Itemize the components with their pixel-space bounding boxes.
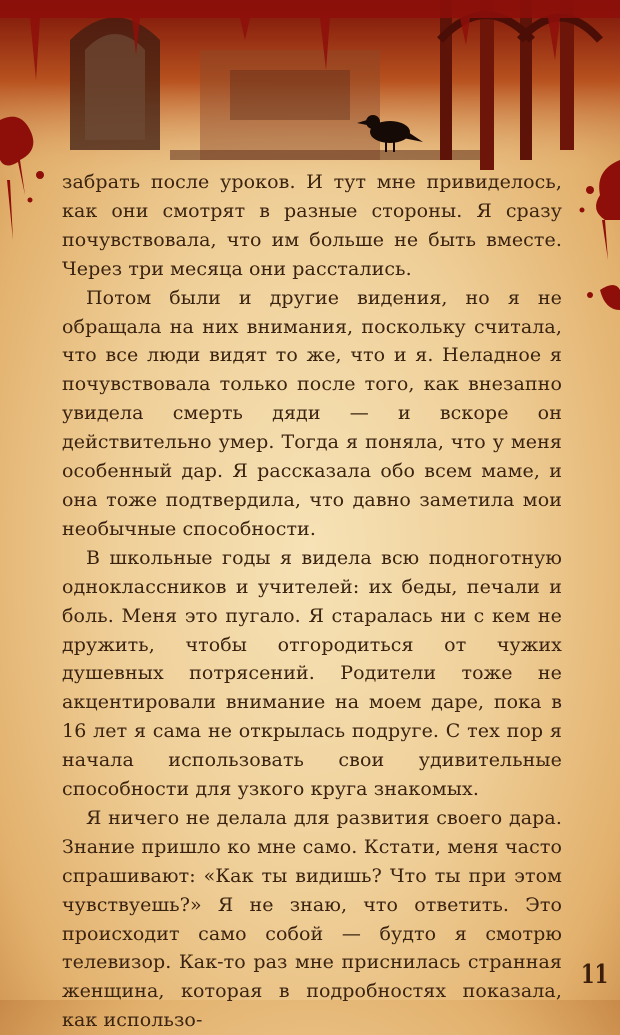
page-number: 11 (580, 960, 608, 990)
blood-splatter-right (560, 150, 620, 330)
blood-splatter-left (0, 100, 70, 280)
paragraph-4: Я ничего не делала для развития своего дара. Знание пришло ко мне само. Кстати, меня часто спрашивают: «Как ты видишь? Что ты при этом чувствуешь?» Я не знаю, что ответить. Это происходит само собой — будто я смотрю телевизор. Как-то раз мне приснилась странная женщина, которая в подробностях показала, как использо- (62, 806, 562, 1032)
paragraph-1: забрать после уроков. И тут мне привиделось, как они смотрят в разные стороны. Я сразу почувствовала, что им больше не быть вместе. Через три месяца они расстались. (62, 171, 562, 280)
header-illustration (0, 0, 620, 180)
body-text (62, 168, 562, 1035)
paragraph-3: В школьные годы я видела всю подноготную одноклассников и учителей: их беды, печали и боль. Меня это пугало. Я старалась ни с кем не дружить, чтобы отгородиться от чужих душевных потрясений. Родители тоже не акцентировали внимание на моем даре, пока в 16 лет я сама не открылась подруге. С тех пор я начала использовать свои удивительные способности для узкого круга знакомых. (62, 546, 562, 801)
paragraph-2: Потом были и другие видения, но я не обращала на них внимания, поскольку считала, что все люди видят то же, что и я. Неладное я почувствовала только после того, как внезапно увидела смерть дяди — и вскоре он действительно умер. Тогда я поняла, что у меня особенный дар. Я рассказала обо всем маме, и она тоже подтвердила, что давно заметила мои необычные способности. (62, 286, 562, 540)
